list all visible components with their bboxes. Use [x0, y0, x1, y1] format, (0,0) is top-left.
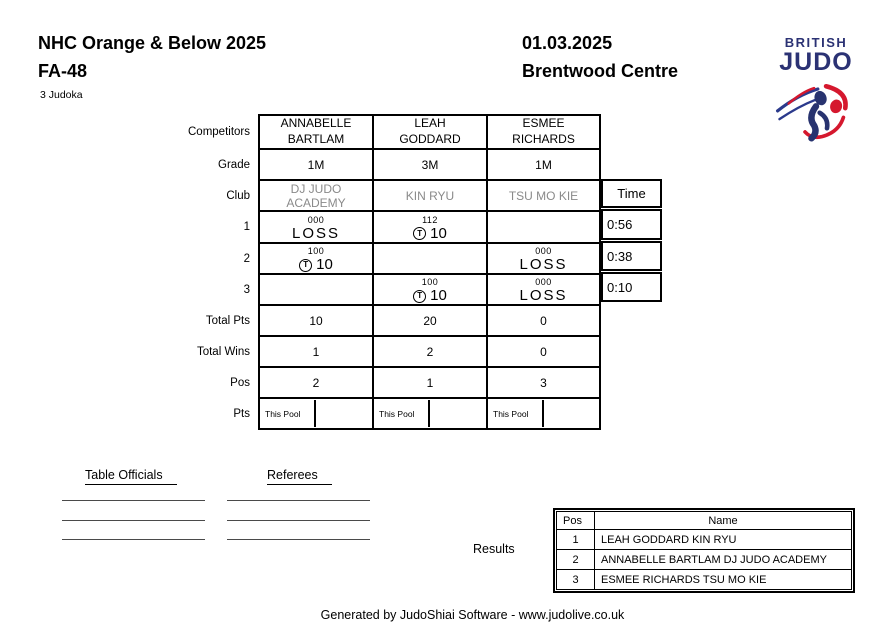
- result-pos: 2: [557, 550, 595, 570]
- signature-line: [62, 500, 205, 501]
- ippon-timer-icon: T: [413, 290, 426, 303]
- competitor-name-cell: [487, 115, 600, 149]
- logo-text-judo: JUDO: [779, 48, 853, 76]
- match-result: LOSS: [519, 256, 568, 273]
- competitor-name-cell: [373, 115, 487, 149]
- pts-blank: [316, 400, 372, 427]
- match-cell-loss: [487, 274, 600, 305]
- competitor-last-name: GODDARD: [399, 132, 461, 146]
- results-heading: Results: [473, 542, 515, 556]
- pos-cell: 3: [487, 367, 600, 398]
- this-pool-label: This Pool: [260, 400, 316, 427]
- signature-line: [227, 500, 370, 501]
- match-score: 000: [535, 277, 552, 287]
- club-cell: TSU MO KIE: [487, 180, 600, 211]
- result-name: ANNABELLE BARTLAM DJ JUDO ACADEMY: [595, 550, 852, 570]
- row-label-pos: Pos: [230, 376, 250, 389]
- grade-cell: 1M: [487, 149, 600, 180]
- match-cell-win: [373, 274, 487, 305]
- result-pos: 3: [557, 570, 595, 590]
- results-name-header: Name: [595, 512, 852, 530]
- this-pool-label: This Pool: [374, 400, 430, 427]
- result-name: ESMEE RICHARDS TSU MO KIE: [595, 570, 852, 590]
- judoka-count: 3 Judoka: [40, 89, 83, 101]
- pos-cell: 1: [373, 367, 487, 398]
- match-cell-win: [259, 243, 373, 274]
- pts-cell: [373, 398, 487, 429]
- time-column: [601, 179, 662, 303]
- row-label-match-2: 2: [243, 252, 250, 265]
- row-label-pts: Pts: [233, 407, 250, 420]
- british-judo-logo: [770, 36, 862, 146]
- results-table: [556, 511, 852, 590]
- match-cell-blocked: [487, 211, 600, 243]
- generator-credit: Generated by JudoShiai Software - www.judolive.co.uk: [320, 608, 625, 622]
- result-pos: 1: [557, 530, 595, 550]
- logo-text-british: BRITISH: [784, 35, 848, 50]
- total-wins-cell: 1: [259, 336, 373, 367]
- pos-cell: 2: [259, 367, 373, 398]
- ippon-timer-icon: T: [413, 227, 426, 240]
- category-title: FA-48: [38, 61, 88, 81]
- results-row: [557, 530, 852, 550]
- results-pos-header: Pos: [557, 512, 595, 530]
- signature-line: [62, 520, 205, 521]
- match-cell-win: [373, 211, 487, 243]
- row-label-club: Club: [226, 189, 250, 202]
- this-pool-label: This Pool: [488, 400, 544, 427]
- pts-blank: [544, 400, 600, 427]
- competitor-last-name: RICHARDS: [512, 132, 575, 146]
- match-points: 10: [316, 256, 333, 273]
- grade-cell: 3M: [373, 149, 487, 180]
- competitor-first-name: ANNABELLE: [280, 116, 352, 131]
- match-score: 000: [535, 246, 552, 256]
- match-cell-blocked: [259, 274, 373, 305]
- row-label-grade: Grade: [218, 158, 250, 171]
- total-pts-cell: 20: [373, 305, 487, 336]
- table-officials-heading: Table Officials: [85, 468, 177, 485]
- row-label-match-1: 1: [243, 221, 250, 233]
- match-cell-loss: [259, 211, 373, 243]
- row-label-match-3: 3: [243, 283, 250, 296]
- total-pts-cell: 0: [487, 305, 600, 336]
- time-header: Time: [601, 179, 662, 208]
- match-points: 10: [430, 224, 447, 242]
- signature-line: [62, 539, 205, 540]
- match-score: 000: [307, 214, 325, 225]
- match-result: [374, 226, 486, 242]
- signature-line: [227, 520, 370, 521]
- event-venue: Brentwood Centre: [522, 61, 679, 81]
- match-points: 10: [430, 287, 447, 304]
- event-title: NHC Orange & Below 2025: [38, 33, 267, 53]
- match-score: 100: [421, 277, 439, 287]
- referees-heading: Referees: [267, 468, 332, 485]
- competitor-last-name: BARTLAM: [287, 132, 345, 146]
- match-result: [374, 288, 486, 304]
- results-table-wrapper: [553, 508, 855, 593]
- results-row: [557, 570, 852, 590]
- pool-table: [188, 114, 601, 430]
- row-label-competitors: Competitors: [188, 126, 250, 138]
- match-time: 0:56: [601, 209, 662, 240]
- ippon-timer-icon: T: [299, 259, 312, 272]
- match-cell-loss: [487, 243, 600, 274]
- match-result: [260, 257, 372, 273]
- competitor-name-cell: [259, 115, 373, 149]
- row-label-total-pts: Total Pts: [205, 314, 250, 327]
- pts-cell: [487, 398, 600, 429]
- match-score: 112: [422, 214, 438, 225]
- competitor-first-name: ESMEE: [522, 116, 565, 131]
- match-result: LOSS: [519, 287, 568, 304]
- match-cell-blocked: [373, 243, 487, 274]
- pts-cell: [259, 398, 373, 429]
- result-name: LEAH GODDARD KIN RYU: [595, 530, 852, 550]
- pts-blank: [430, 400, 486, 427]
- event-date: 01.03.2025: [522, 33, 613, 53]
- total-wins-cell: 2: [373, 336, 487, 367]
- results-row: [557, 550, 852, 570]
- judoka-figure-icon: [774, 78, 858, 142]
- competitor-first-name: LEAH: [414, 116, 446, 131]
- row-label-total-wins: Total Wins: [196, 345, 250, 358]
- signature-line: [227, 539, 370, 540]
- club-cell: DJ JUDO ACADEMY: [259, 180, 373, 211]
- club-cell: KIN RYU: [373, 180, 487, 211]
- total-pts-cell: 10: [259, 305, 373, 336]
- grade-cell: 1M: [259, 149, 373, 180]
- match-result: LOSS: [291, 224, 341, 242]
- match-score: 100: [307, 246, 325, 256]
- total-wins-cell: 0: [487, 336, 600, 367]
- match-time: 0:10: [601, 272, 662, 302]
- match-time: 0:38: [601, 241, 662, 271]
